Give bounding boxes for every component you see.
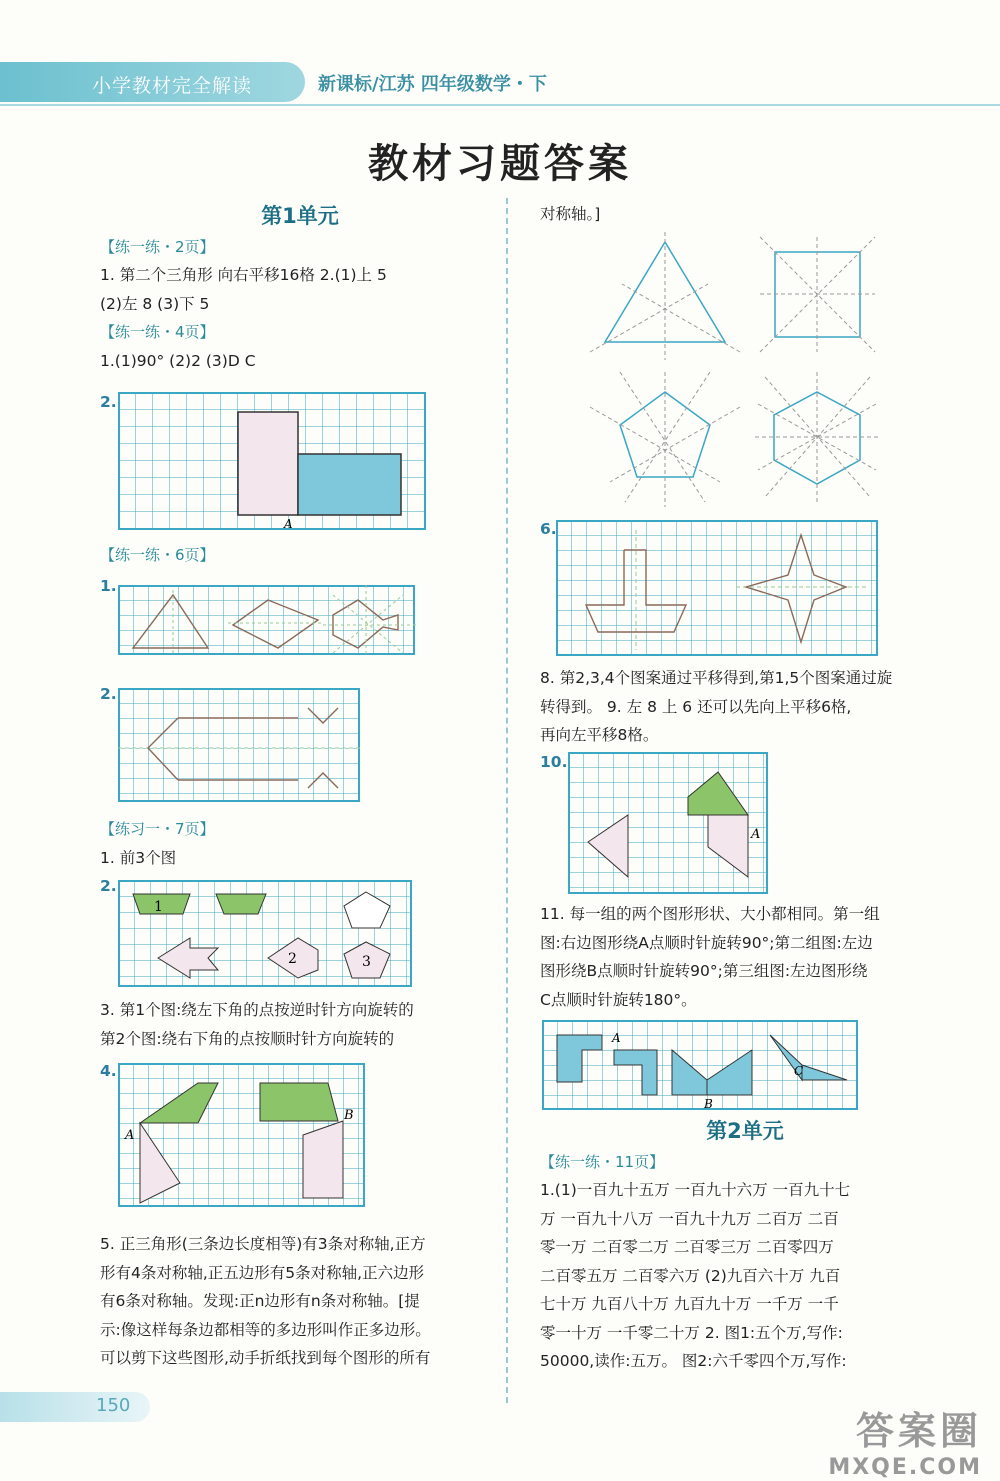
left-column: [100, 200, 500, 375]
right-column-2: [540, 900, 950, 1014]
answer-line: 1.(1)一百九十五万 一百九十六万 一百九十七: [540, 1181, 851, 1199]
watermark-text: 答案圈: [855, 1409, 982, 1453]
answer-line: 1.(1)90° (2)2 (3)D C: [100, 351, 256, 370]
answer-line: 转得到。 9. 左 8 上 6 还可以先向上平移6格,: [540, 697, 852, 716]
figure-translation-grid: [118, 392, 426, 538]
shape-label: 3: [362, 954, 371, 970]
answer-line: 图形绕B点顺时针旋转90°;第三组图:左边图形绕: [540, 962, 868, 980]
answer-line: 形有4条对称轴,正五边形有5条对称轴,正六边形: [100, 1263, 425, 1282]
answer-line: 零一十万 一千零二十万 2. 图1:五个万,写作:: [540, 1323, 843, 1342]
pink-shape: [303, 1121, 343, 1198]
page-number: 150: [96, 1395, 131, 1416]
answer-line: 零一万 二百零二万 二百零三万 二百零四万: [540, 1238, 834, 1256]
section-heading: 【练一练・4页】: [100, 323, 215, 341]
shape-label: 2: [288, 951, 297, 967]
point-label-a: A: [125, 1128, 135, 1143]
answer-line: 万 一百九十八万 一百九十九万 二百万 二百: [540, 1209, 839, 1228]
watermark-url: MXQE.COM: [828, 1455, 982, 1480]
answer-line: (2)左 8 (3)下 5: [100, 294, 210, 313]
answer-line: 50000,读作:五万。 图2:六千零四个万,写作:: [540, 1352, 847, 1370]
q-number: 2.: [100, 877, 117, 895]
q-number: 2.: [100, 685, 117, 703]
blue-rectangle: [298, 454, 401, 515]
point-label-a: A: [751, 827, 761, 842]
answer-line: 图:右边图形绕A点顺时针旋转90°;第二组图:左边: [540, 933, 873, 952]
edition-label: 新课标/江苏 四年级数学・下: [318, 74, 547, 95]
grid-background: [557, 521, 877, 655]
answer-line: 示:像这样每条边都相等的多边形叫作正多边形。: [100, 1320, 431, 1339]
answer-line: 二百零五万 二百零六万 (2)九百六十万 九百: [540, 1266, 841, 1285]
point-label-b: B: [704, 1097, 713, 1111]
figure-symmetry-grid: [118, 585, 428, 671]
answer-line: 1. 第二个三角形 向右平移16格 2.(1)上 5: [100, 266, 387, 284]
column-divider: [506, 198, 508, 1403]
section-heading: 【练习一・7页】: [100, 820, 215, 838]
answer-line: 5. 正三角形(三条边长度相等)有3条对称轴,正方: [100, 1235, 426, 1253]
answer-line: C点顺时针旋转180°。: [540, 990, 697, 1009]
answer-line: 第2个图:绕右下角的点按顺时针方向旋转的: [100, 1029, 395, 1048]
q-number: 1.: [100, 577, 117, 595]
q-number: 10.: [540, 753, 568, 771]
book-title-tab: [0, 62, 305, 102]
watermark: [828, 1400, 982, 1480]
figure-q11-grid: [542, 1020, 862, 1112]
point-label-b: B: [344, 1108, 354, 1123]
right-column-3: [540, 1115, 950, 1376]
q-number: 6.: [540, 520, 557, 538]
shape-label: 1: [154, 899, 163, 915]
page-number-tab: [0, 1392, 150, 1422]
grid-background: [543, 1021, 857, 1109]
unit1-heading: 第1单元: [261, 204, 339, 228]
q-number: 4.: [100, 1062, 117, 1080]
answer-line: 3. 第1个图:绕左下角的点按逆时针方向旋转的: [100, 1001, 414, 1019]
answer-line: 8. 第2,3,4个图案通过平移得到,第1,5个图案通过旋: [540, 669, 893, 687]
right-column-1: [540, 664, 950, 750]
header-divider: [0, 104, 1000, 106]
left-column-3: [100, 996, 500, 1053]
answer-line: 可以剪下这些图形,动手折纸找到每个图形的所有: [100, 1349, 431, 1367]
point-label-a: A: [612, 1031, 621, 1045]
grid-background: [119, 586, 414, 654]
section-heading: 【练一练・6页】: [100, 546, 215, 564]
figure-q6-grid: [556, 520, 881, 658]
section-heading: 【练一练・11页】: [540, 1152, 665, 1171]
answer-line: 再向左平移8格。: [540, 726, 659, 744]
figure-arrow-grid: [118, 688, 363, 806]
answer-line: 对称轴。]: [540, 205, 601, 223]
figure-shapes-grid: [118, 880, 418, 990]
point-label-a: A: [284, 517, 293, 531]
grid-background: [119, 689, 359, 801]
page-title: 教材习题答案: [368, 141, 632, 187]
figure-rotation-grid: [118, 1063, 368, 1211]
point-label-c: C: [794, 1064, 804, 1078]
book-title: 小学教材完全解读: [92, 75, 253, 97]
figure-polygon-axes: [580, 232, 890, 512]
green-shape: [260, 1083, 338, 1121]
left-column-4: [100, 1230, 500, 1373]
pink-rectangle: [238, 412, 298, 515]
figure-q10-grid: [568, 752, 773, 898]
section-heading: 【练一练・2页】: [100, 237, 215, 256]
left-column-2: [100, 815, 500, 872]
trapezoid-shape: [216, 894, 266, 914]
q-number: 2.: [100, 393, 117, 411]
answer-line: 1. 前3个图: [100, 848, 177, 867]
answer-line: 七十万 九百八十万 九百九十万 一千万 一千: [540, 1295, 839, 1313]
answer-line: 11. 每一组的两个图形形状、大小都相同。第一组: [540, 905, 880, 923]
unit2-heading: 第2单元: [706, 1119, 784, 1143]
axis-line: [620, 372, 705, 502]
answer-line: 有6条对称轴。发现:正n边形有n条对称轴。[提: [100, 1292, 420, 1310]
axis-line: [625, 372, 710, 502]
